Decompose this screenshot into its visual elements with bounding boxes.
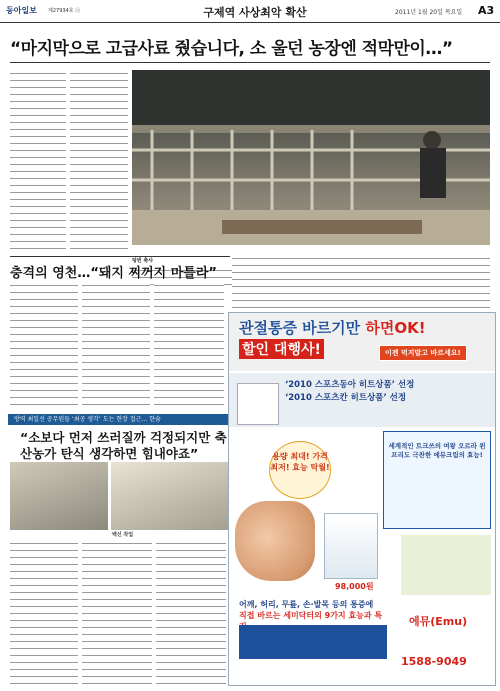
ad-badge[interactable]: 이젠 먹지말고 바르세요! xyxy=(379,345,467,361)
article-column-9 xyxy=(156,540,226,685)
ad-award-selection: ‘2010 스포츠동아 히트상품’ 선정 ‘2010 스포츠칸 히트상품’ 선정 xyxy=(285,380,415,403)
ad-headline-2: 할인 대행사! xyxy=(239,339,324,359)
emu-image xyxy=(401,535,491,595)
section-title: 구제역 사상최악 확산 xyxy=(203,6,307,19)
ad-price: 98,000원 xyxy=(335,582,374,591)
issue-number: 제27934호 ㊅ xyxy=(48,8,81,14)
award-product-image xyxy=(237,383,279,425)
advertisement[interactable] xyxy=(228,312,496,686)
article-column-2 xyxy=(70,70,128,255)
page-header xyxy=(0,0,500,23)
ad-emu-box: 세계적인 트크쓰의 여왕 오르라 윈프리도 극찬한 에뮤크림의 효능! xyxy=(383,431,491,529)
ad-award-box xyxy=(229,373,495,427)
article-column-6 xyxy=(232,255,490,310)
ad-feature-list xyxy=(239,625,387,659)
article-column-1 xyxy=(10,70,66,255)
article-column-7 xyxy=(10,540,78,685)
vaccination-photo xyxy=(111,462,229,530)
main-headline: “마지막으로 고급사료 줬습니다, 소 울던 농장엔 적막만이…” xyxy=(10,39,453,59)
ad-brand: 에뮤(Emu) xyxy=(409,615,468,628)
officials-photo xyxy=(10,462,108,530)
page-number: A3 xyxy=(478,4,495,17)
photo-caption-2: 백신 작업 xyxy=(112,532,134,538)
barn-illustration xyxy=(132,70,490,245)
ad-headline-1: 관절통증 바르기만 하면OK! xyxy=(239,319,426,337)
ad-phone-number[interactable]: 1588-9049 xyxy=(401,655,467,668)
headline-divider xyxy=(10,62,490,63)
section-band: 방역 최일선 공무원들 ‘최공 생각’ 도는 현장 접근… 한숨 xyxy=(8,414,228,425)
article-column-5 xyxy=(154,282,224,410)
knee-image xyxy=(235,501,315,581)
sub-headline: 충격의 영천…“돼지 찌꺼지 마틀라” xyxy=(10,266,217,281)
newspaper-logo: 동아일보 xyxy=(6,6,37,15)
barn-photo xyxy=(132,70,490,245)
issue-date: 2011년 1월 20일 목요일 xyxy=(395,9,463,16)
section-divider xyxy=(10,256,230,257)
third-headline: “소보다 먼저 쓰러질까 걱정되지만 축산농가 탄식 생각하면 힘내야죠” xyxy=(20,430,227,461)
article-column-3 xyxy=(10,282,78,410)
article-column-8 xyxy=(82,540,152,685)
cream-product-image xyxy=(324,513,378,579)
ad-banner xyxy=(229,313,495,371)
ad-burst-badge: 용량 최대! 가격 최저! 효능 탁월! xyxy=(269,441,331,499)
ad-subtext: 어깨, 허리, 무릎, 손·발목 등의 통증에 직접 바르는 세미닥터의 9가지 효능과 특 xyxy=(239,600,383,620)
article-column-4 xyxy=(82,282,150,410)
photo-caption-title: 텅빈 축사 xyxy=(132,258,154,264)
